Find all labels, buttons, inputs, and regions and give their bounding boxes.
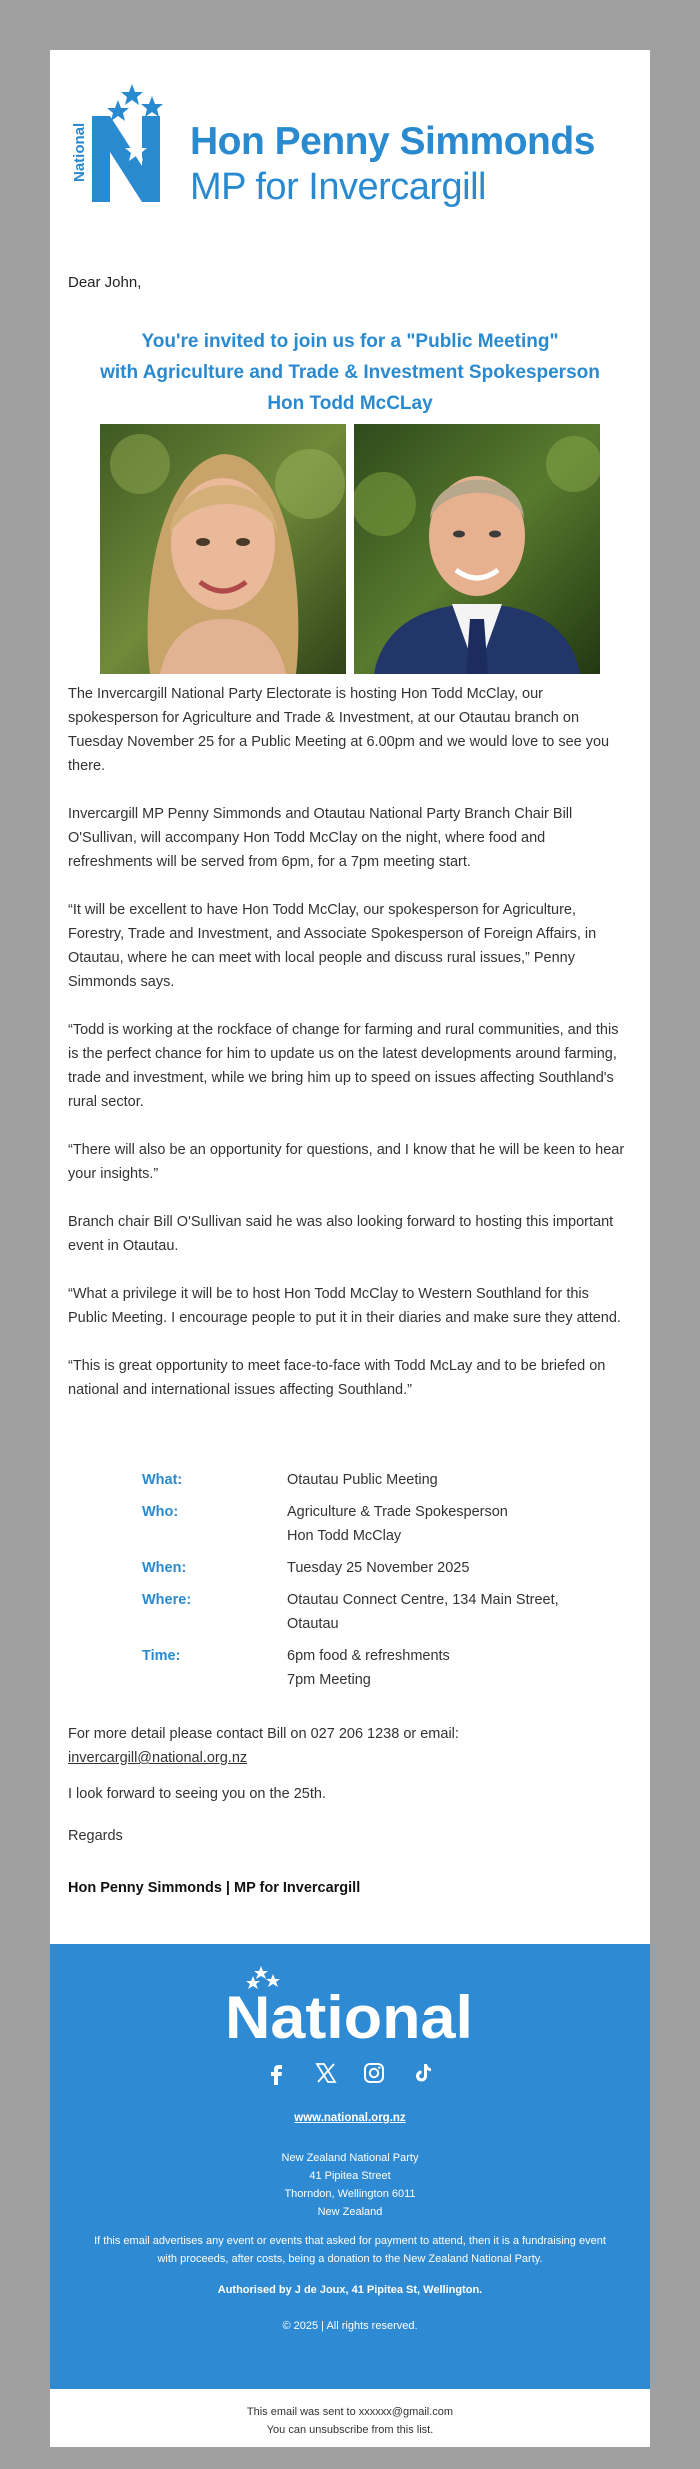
detail-value: 7pm Meeting: [287, 1672, 371, 1688]
address-line: New Zealand National Party: [281, 2152, 419, 2164]
contact-email-link[interactable]: invercargill@national.org.nz: [68, 1750, 248, 1766]
email-footer: [50, 1944, 650, 2389]
email-header: [70, 82, 630, 208]
invite-line-3: Hon Todd McCLay: [267, 393, 433, 414]
paragraph: The Invercargill National Party Electorate is hosting Hon Todd McClay, our spokesperson for Agriculture and Trade & Investment, at our Otautau branch on Tuesday November 25 for a Public Meeting at 6.00pm and we would love to see you there.: [68, 686, 610, 774]
detail-value: Agriculture & Trade Spokesperson: [287, 1504, 508, 1520]
signature: Hon Penny Simmonds | MP for Invercargill: [68, 1880, 361, 1896]
paragraph: Invercargill MP Penny Simmonds and Otautau National Party Branch Chair Bill O'Sullivan, will accompany Hon Todd McClay on the night, where food and refreshments will be served from 6pm, for a 7pm meeting start.: [68, 806, 573, 870]
postal-address: [50, 2149, 650, 2221]
paragraph: Branch chair Bill O'Sullivan said he was also looking forward to hosting this important event in Otautau.: [68, 1214, 614, 1254]
website-link[interactable]: www.national.org.nz: [294, 2112, 406, 2124]
instagram-icon[interactable]: [360, 2059, 388, 2087]
regards: Regards: [68, 1828, 123, 1844]
invite-heading: [68, 326, 632, 419]
authorisation-statement: Authorised by J de Joux, 41 Pipitea St, Wellington.: [217, 2284, 483, 2296]
logo-vertical-text: National: [71, 122, 88, 182]
paragraph: “What a privilege it will be to host Hon Todd McClay to Western Southland for this Public Meeting. I encourage people to put it in their diaries and make sure they attend.: [68, 1286, 621, 1326]
email-bottom-notice: [50, 2389, 650, 2447]
sent-to-text: This email was sent to xxxxxx@gmail.com: [246, 2406, 454, 2418]
paragraph: “This is great opportunity to meet face-to-face with Todd McLay and to be briefed on national and international issues affecting Southland.”: [68, 1358, 606, 1398]
detail-row-when: [142, 1556, 602, 1580]
detail-label: When:: [142, 1560, 187, 1576]
x-twitter-icon[interactable]: [312, 2059, 340, 2087]
header-name: Hon Penny Simmonds: [190, 120, 595, 163]
detail-value: Hon Todd McClay: [287, 1528, 402, 1544]
address-line: Thorndon, Wellington 6011: [284, 2188, 416, 2200]
detail-label: Time:: [142, 1648, 181, 1664]
detail-row-time: [142, 1644, 602, 1692]
tiktok-icon[interactable]: [409, 2059, 437, 2087]
contact-info: [68, 1722, 632, 1770]
detail-label: What:: [142, 1472, 183, 1488]
contact-text: For more detail please contact Bill on 027 206 1238 or email:: [68, 1726, 459, 1742]
header-subtitle: MP for Invercargill: [190, 166, 487, 208]
address-line: New Zealand: [317, 2206, 383, 2218]
detail-row-who: [142, 1500, 602, 1548]
email-card: [50, 50, 650, 2447]
greeting: Dear John,: [68, 274, 142, 291]
paragraph: “Todd is working at the rockface of change for farming and rural communities, and this is the perfect chance for him to update us on the latest developments around farming, trade and investment, while we bring him up to speed on issues affecting Southland's rural sector.: [68, 1022, 619, 1110]
detail-label: Who:: [142, 1504, 179, 1520]
detail-value: Otautau Public Meeting: [287, 1472, 438, 1488]
detail-value: Otautau Connect Centre, 134 Main Street,: [287, 1592, 559, 1608]
unsubscribe-link[interactable]: You can unsubscribe from this list.: [266, 2424, 434, 2436]
photo-todd-mcclay: [354, 424, 600, 674]
detail-label: Where:: [142, 1592, 192, 1608]
fundraising-disclaimer: If this email advertises any event or events that asked for payment to attend, then it is a fundraising event with proceeds, after costs, being a donation to the New Zealand National Party.: [94, 2235, 606, 2265]
detail-row-what: [142, 1468, 602, 1492]
invite-line-2: with Agriculture and Trade & Investment Spokesperson: [100, 362, 600, 383]
detail-value: 6pm food & refreshments: [287, 1648, 450, 1664]
detail-value: Tuesday 25 November 2025: [287, 1560, 470, 1576]
national-footer-logo: [225, 1966, 475, 2044]
detail-value: Otautau: [287, 1616, 339, 1632]
closing-line: I look forward to seeing you on the 25th.: [68, 1786, 326, 1802]
paragraph: “It will be excellent to have Hon Todd McClay, our spokesperson for Agriculture, Forestry, Trade and Investment, and Associate Spokesperson of Foreign Affairs, in Otautau, where he can meet with local people and discuss rural issues,” Penny Simmonds says.: [68, 902, 597, 990]
social-links: [50, 2059, 650, 2089]
footer-logo-text: National: [225, 1984, 473, 2044]
national-logo-mark: [70, 82, 180, 202]
invite-line-1: You're invited to join us for a "Public Meeting": [141, 331, 559, 352]
email-body: [68, 682, 632, 1426]
facebook-icon[interactable]: [263, 2059, 291, 2087]
event-details: [142, 1468, 602, 1700]
paragraph: “There will also be an opportunity for questions, and I know that he will be keen to hear your insights.”: [68, 1142, 625, 1182]
copyright: © 2025 | All rights reserved.: [282, 2320, 418, 2332]
address-line: 41 Pipitea Street: [309, 2170, 391, 2182]
detail-row-where: [142, 1588, 602, 1636]
photo-penny-simmonds: [100, 424, 346, 674]
